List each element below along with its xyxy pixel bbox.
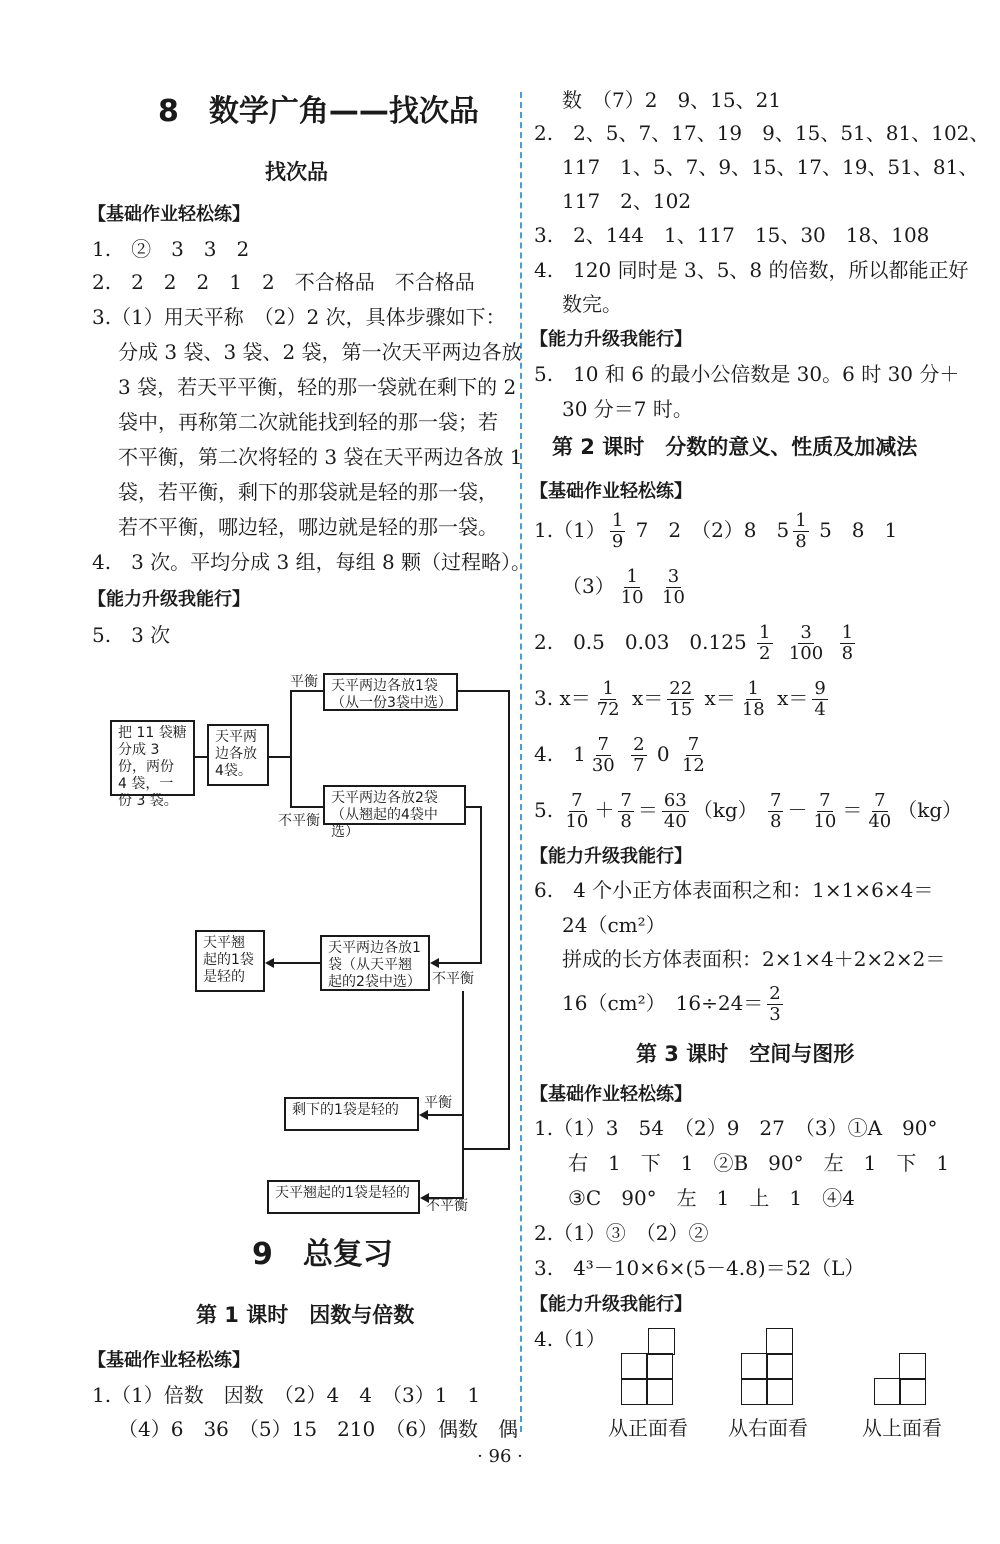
label-balanced: 平衡: [424, 1095, 452, 1111]
answer-3-line-6: 袋，若平衡，剩下的那袋就是轻的那一袋，: [118, 480, 498, 504]
l3-answer-4: 4.（1）: [534, 1327, 606, 1351]
cube-square: [899, 1378, 926, 1405]
fraction: $\frac{1}{18}$: [741, 678, 765, 720]
cube-square: [648, 1328, 675, 1355]
section-heading-basic: 【基础作业轻松练】: [530, 1084, 692, 1105]
chapter-8-title: 8 数学广角——找次品: [158, 94, 479, 129]
fraction: $\frac{22}{15}$: [669, 678, 693, 720]
r-answer-4-line-2: 数完。: [562, 292, 622, 316]
cube-square: [621, 1378, 648, 1405]
cube-square: [741, 1378, 768, 1405]
cube-square: [766, 1328, 793, 1355]
column-divider: [520, 92, 522, 1432]
label-balanced: 平衡: [290, 674, 318, 690]
l3-answer-3: 3. 4³－10×6×(5－4.8)＝52（L）: [534, 1256, 865, 1280]
label-top-view: 从上面看: [862, 1416, 942, 1440]
cube-square: [646, 1378, 673, 1405]
r-answer-5-line-2: 30 分＝7 时。: [562, 397, 693, 421]
l2-answer-6-line-3: 拼成的长方体表面积：2×1×4＋2×2×2＝: [562, 947, 946, 971]
r-answer-2-line-3: 117 2、102: [562, 189, 692, 213]
flow-unbalanced-box: 天平两边各放2袋（从翘起的4袋中选）: [323, 785, 466, 825]
label-unbalanced: 不平衡: [432, 971, 474, 987]
section-heading-advanced: 【能力升级我能行】: [530, 329, 692, 350]
section-heading-basic: 【基础作业轻松练】: [88, 1350, 250, 1371]
l3-answer-1-line-3: ③C 90° 左 1 上 1 ④4: [568, 1186, 855, 1210]
connector: [195, 756, 207, 758]
answer-2: 2. 2 2 2 1 2 不合格品 不合格品: [92, 270, 475, 294]
fraction: $\frac{1}{10}$: [620, 566, 644, 608]
cube-square: [766, 1378, 793, 1405]
l3-answer-1-line-1: 1.（1）3 54 （2）9 27 （3）①A 90°: [534, 1116, 938, 1140]
lesson-1-title: 第 1 课时 因数与倍数: [196, 1303, 415, 1327]
cube-square: [646, 1353, 673, 1380]
connector: [290, 690, 292, 808]
connector: [462, 991, 464, 1198]
flow-up-result-box: 天平翘起的1袋是轻的: [267, 1180, 420, 1214]
flow-balanced-box: 天平两边各放1袋（从一份3袋中选）: [323, 673, 458, 711]
arrow-head: [265, 958, 274, 968]
connector: [480, 806, 482, 962]
r-line-0: 数 （7）2 9、15、21: [562, 88, 782, 112]
lesson1-answer-1-line-1: 1.（1）倍数 因数 （2）4 4 （3）1 1: [92, 1383, 481, 1407]
answer-3-line-7: 若不平衡，哪边轻，哪边就是轻的那一袋。: [118, 515, 498, 539]
answer-3-line-4: 袋中，再称第二次就能找到轻的那一袋；若: [118, 410, 498, 434]
section-heading-advanced: 【能力升级我能行】: [530, 1294, 692, 1315]
fraction: $\frac{3}{10}$: [662, 566, 685, 608]
l2-answer-5: 5. $\frac{7}{10}$ ＋ $\frac{7}{8}$ ＝ $\frac{63}{40}$ （kg） $\frac{7}{8}$ － $\frac{7}{10}$ ＝ $\frac{7}{40}$ （kg）: [534, 790, 963, 832]
label-front-view: 从正面看: [608, 1416, 688, 1440]
fraction: $\frac{63}{40}$: [663, 790, 687, 832]
flow-left-result-box: 天平翘起的1袋是轻的: [195, 930, 265, 992]
fraction: $\frac{7}{12}$: [681, 734, 705, 776]
fraction: $\frac{1}{8}$: [841, 622, 854, 664]
l2-answer-4: 4. 1 $\frac{7}{30}$ $\frac{2}{7}$ 0 $\frac{7}{12}$: [534, 734, 705, 776]
fraction: $\frac{7}{8}$: [620, 790, 632, 832]
section-heading-advanced: 【能力升级我能行】: [88, 589, 250, 610]
connector: [269, 756, 291, 758]
answer-1: 1. ② 3 3 2: [92, 237, 250, 261]
cube-square: [621, 1353, 648, 1380]
fraction: $\frac{7}{10}$: [813, 790, 837, 832]
r-answer-2-line-1: 2. 2、5、7、17、19 9、15、51、81、102、: [534, 121, 990, 145]
label-right-view: 从右面看: [728, 1416, 808, 1440]
answer-3-line-2: 分成 3 袋、3 袋、2 袋，第一次天平两边各放: [118, 340, 522, 364]
flow-remaining-result-box: 剩下的1袋是轻的: [284, 1097, 419, 1131]
answer-3-line-5: 不平衡，第二次将轻的 3 袋在天平两边各放 1: [118, 445, 523, 469]
lesson-2-title: 第 2 课时 分数的意义、性质及加减法: [552, 435, 918, 459]
cube-square: [741, 1353, 768, 1380]
label-unbalanced: 不平衡: [426, 1198, 468, 1214]
lesson-title: 找次品: [265, 160, 328, 184]
connector: [458, 690, 510, 692]
flow-start-box: 把 11 袋糖分成 3 份，两份 4 袋，一份 3 袋。: [110, 720, 195, 796]
fraction: $\frac{7}{40}$: [868, 790, 892, 832]
chapter-9-title: 9 总复习: [252, 1237, 393, 1272]
section-heading-basic: 【基础作业轻松练】: [530, 481, 692, 502]
r-answer-3: 3. 2、144 1、117 15、30 18、108: [534, 223, 930, 247]
l2-answer-3: 3. x＝ $\frac{1}{72}$ x＝ $\frac{22}{15}$ x＝ $\frac{1}{18}$ x＝ $\frac{9}{4}$: [534, 678, 826, 720]
flow-step1-box: 天平两边各放4袋。: [207, 724, 269, 786]
lesson-3-title: 第 3 课时 空间与图形: [636, 1042, 855, 1066]
l3-answer-1-line-2: 右 1 下 1 ②B 90° 左 1 下 1: [568, 1151, 950, 1175]
l2-answer-6-line-2: 24（cm²）: [562, 913, 666, 937]
fraction: $\frac{2}{3}$: [769, 983, 781, 1025]
l3-answer-2: 2.（1）③ （2）②: [534, 1221, 709, 1245]
l2-answer-6-line-4: 16（cm²） 16÷24＝ $\frac{2}{3}$: [562, 983, 781, 1025]
connector: [462, 1148, 510, 1150]
answer-3-line-1: 3.（1）用天平称 （2）2 次，具体步骤如下：: [92, 305, 506, 329]
section-heading-basic: 【基础作业轻松练】: [88, 204, 250, 225]
r-answer-2-line-2: 117 1、5、7、9、15、17、19、51、81、: [562, 155, 979, 179]
page-number: · 96 ·: [477, 1446, 523, 1467]
arrow-head: [430, 958, 439, 968]
cube-square: [899, 1353, 926, 1380]
l2-answer-2: 2. 0.5 0.03 0.125 $\frac{1}{2}$ $\frac{3}{100}$ $\frac{1}{8}$: [534, 622, 854, 664]
r-answer-4-line-1: 4. 120 同时是 3、5、8 的倍数，所以都能正好: [534, 258, 969, 282]
fraction: $\frac{1}{2}$: [759, 622, 771, 664]
fraction: $\frac{3}{100}$: [788, 622, 824, 664]
connector: [428, 1114, 462, 1116]
r-answer-5-line-1: 5. 10 和 6 的最小公倍数是 30。6 时 30 分＋: [534, 362, 960, 386]
section-heading-advanced: 【能力升级我能行】: [530, 846, 692, 867]
answer-5: 5. 3 次: [92, 623, 171, 647]
lesson1-answer-1-line-2: （4）6 36 （5）15 210 （6）偶数 偶: [118, 1417, 518, 1441]
fraction: $\frac{7}{8}$: [770, 790, 782, 832]
l2-answer-1-line-1: 1.（1） $\frac{1}{9}$ 7 2 （2）8 5 $\frac{1}{8}$ 5 8 1: [534, 510, 898, 552]
connector: [290, 806, 323, 808]
connector: [508, 690, 510, 1150]
l2-answer-6-line-1: 6. 4 个小正方体表面积之和：1×1×6×4＝: [534, 878, 934, 902]
fraction: $\frac{1}{72}$: [596, 678, 620, 720]
flow-third-box: 天平两边各放1袋（从天平翘起的2袋中选）: [320, 935, 430, 991]
fraction: $\frac{7}{30}$: [591, 734, 615, 776]
cube-square: [766, 1353, 793, 1380]
fraction: $\frac{9}{4}$: [814, 678, 826, 720]
connector: [438, 962, 482, 964]
fraction: $\frac{7}{10}$: [565, 790, 589, 832]
cube-square: [874, 1378, 901, 1405]
fraction: $\frac{2}{7}$: [633, 734, 645, 776]
l2-answer-1-line-2: （3） $\frac{1}{10}$ $\frac{3}{10}$: [562, 566, 685, 608]
fraction: $\frac{1}{9}$: [611, 510, 624, 552]
answer-3-line-3: 3 袋，若天平平衡，轻的那一袋就在剩下的 2: [118, 375, 517, 399]
label-unbalanced: 不平衡: [278, 813, 320, 829]
answer-4: 4. 3 次。平均分成 3 组，每组 8 颗（过程略）。: [92, 550, 532, 574]
fraction: $\frac{1}{8}$: [795, 510, 807, 552]
connector: [274, 962, 320, 964]
